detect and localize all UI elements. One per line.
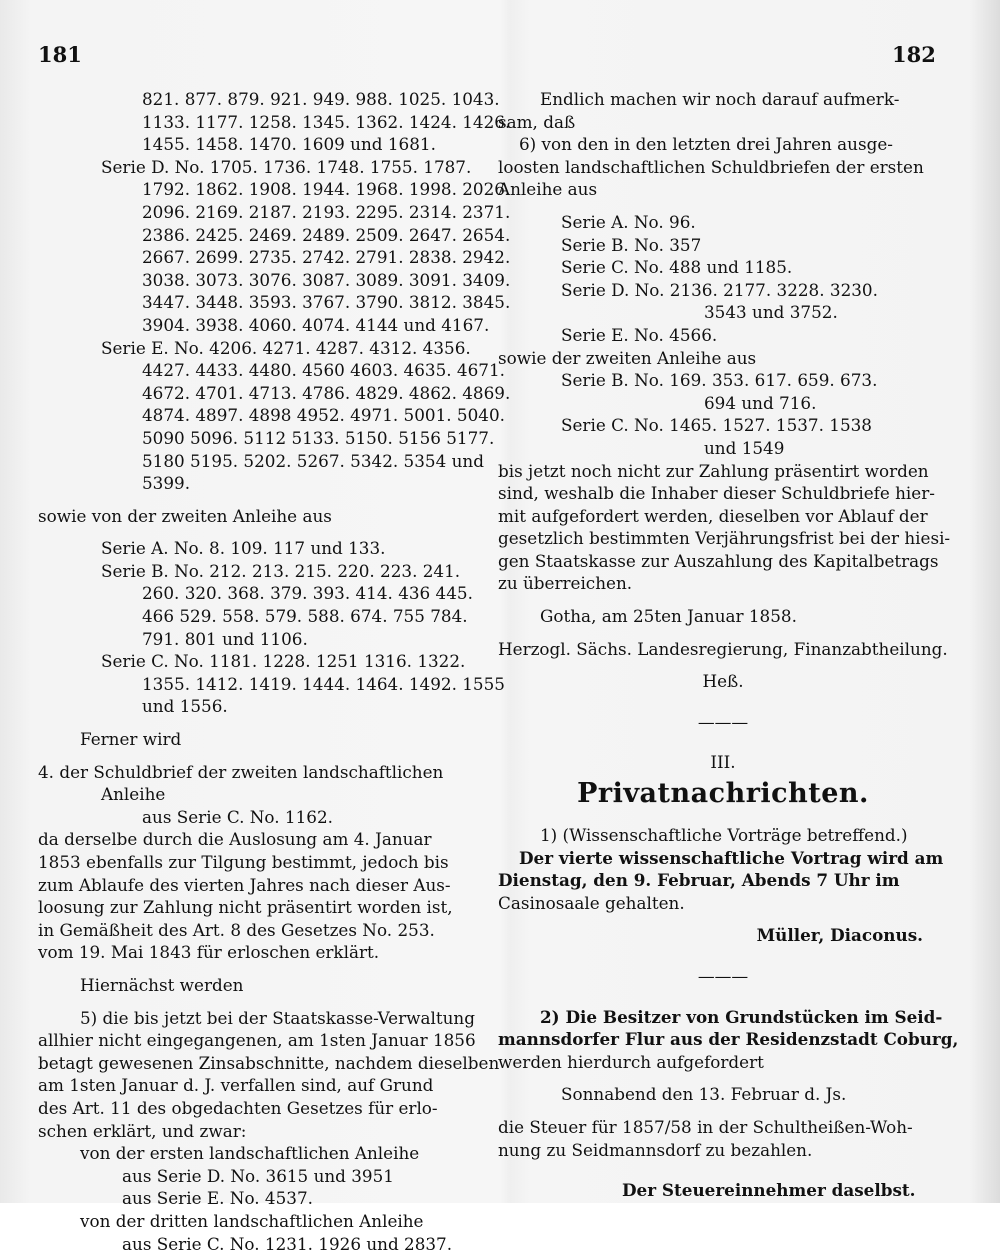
right-text-line: Serie B. No. 357 — [498, 234, 948, 257]
right-text-line: ——— — [498, 711, 948, 734]
right-text-line: mit aufgefordert werden, dieselben vor Ablauf der — [498, 505, 948, 528]
left-text-line: Hiernächst werden — [38, 974, 478, 997]
right-text-line: gesetzlich bestimmten Verjährungsfrist bei der hiesi- — [498, 527, 948, 550]
right-text-line: werden hierdurch aufgefordert — [498, 1051, 948, 1074]
left-text-line: 1133. 1177. 1258. 1345. 1362. 1424. 1426. — [38, 111, 478, 134]
left-text-line: 5090 5096. 5112 5133. 5150. 5156 5177. — [38, 427, 478, 450]
right-text-line: Herzogl. Sächs. Landesregierung, Finanzabtheilung. — [498, 638, 948, 661]
left-page-number: 181 — [38, 42, 82, 67]
left-text-line: 1455. 1458. 1470. 1609 und 1681. — [38, 133, 478, 156]
left-text-line: zum Ablaufe des vierten Jahres nach dieser Aus- — [38, 874, 478, 897]
left-text-line: loosung zur Zahlung nicht präsentirt worden ist, — [38, 896, 478, 919]
left-text-line: aus Serie C. No. 1231. 1926 und 2837. — [38, 1233, 478, 1255]
left-text-line: 4427. 4433. 4480. 4560 4603. 4635. 4671. — [38, 359, 478, 382]
left-text-line: von der ersten landschaftlichen Anleihe — [38, 1142, 478, 1165]
spacer — [498, 693, 948, 711]
right-text-line: 6) von den in den letzten drei Jahren ausge- — [498, 133, 948, 156]
left-text-line: 791. 801 und 1106. — [38, 628, 478, 651]
left-text-line: vom 19. Mai 1843 für erloschen erklärt. — [38, 941, 478, 964]
left-text-line: 3904. 3938. 4060. 4074. 4144 und 4167. — [38, 314, 478, 337]
spacer — [498, 988, 948, 1006]
left-text-line: und 1556. — [38, 695, 478, 718]
right-text-line: ——— — [498, 965, 948, 988]
right-text-line: zu überreichen. — [498, 572, 948, 595]
left-text-line: 4. der Schuldbrief der zweiten landschaftlichen — [38, 761, 478, 784]
left-text-line: 260. 320. 368. 379. 393. 414. 436 445. — [38, 582, 478, 605]
right-text-line: Serie C. No. 488 und 1185. — [498, 256, 948, 279]
spacer — [498, 595, 948, 605]
left-text-line: 3038. 3073. 3076. 3087. 3089. 3091. 3409. — [38, 269, 478, 292]
left-text-line: 466 529. 558. 579. 588. 674. 755 784. — [38, 605, 478, 628]
right-column-text — [498, 88, 948, 1202]
spacer — [498, 814, 948, 824]
left-text-line: Serie D. No. 1705. 1736. 1748. 1755. 1787. — [38, 156, 478, 179]
left-text-line: 5) die bis jetzt bei der Staatskasse-Verwaltung — [38, 1007, 478, 1030]
spacer — [498, 733, 948, 751]
left-text-line: des Art. 11 des obgedachten Gesetzes für erlo- — [38, 1097, 478, 1120]
left-text-line: Serie E. No. 4206. 4271. 4287. 4312. 4356. — [38, 337, 478, 360]
spacer — [498, 201, 948, 211]
right-text-line: Anleihe aus — [498, 178, 948, 201]
left-text-line: Ferner wird — [38, 728, 478, 751]
right-text-line: Casinosaale gehalten. — [498, 892, 948, 915]
right-text-line: Serie E. No. 4566. — [498, 324, 948, 347]
left-text-line: 3447. 3448. 3593. 3767. 3790. 3812. 3845. — [38, 291, 478, 314]
right-text-line: 694 und 716. — [498, 392, 948, 415]
right-text-line: 2) Die Besitzer von Grundstücken im Seid- — [498, 1006, 948, 1029]
right-text-line: Heß. — [498, 670, 948, 693]
spacer — [498, 660, 948, 670]
spacer — [498, 1106, 948, 1116]
left-text-line: Serie B. No. 212. 213. 215. 220. 223. 241. — [38, 560, 478, 583]
left-text-line: sowie von der zweiten Anleihe aus — [38, 505, 478, 528]
left-text-line: aus Serie C. No. 1162. — [38, 806, 478, 829]
spacer — [38, 751, 478, 761]
right-text-line: Der Steuereinnehmer daselbst. — [498, 1179, 948, 1202]
spacer — [38, 718, 478, 728]
right-text-line: Serie B. No. 169. 353. 617. 659. 673. — [498, 369, 948, 392]
right-text-line: Müller, Diaconus. — [498, 924, 948, 947]
right-text-line: die Steuer für 1857/58 in der Schultheißen-Woh- — [498, 1116, 948, 1139]
right-text-line: 3543 und 3752. — [498, 301, 948, 324]
left-text-line: in Gemäßheit des Art. 8 des Gesetzes No. 253. — [38, 919, 478, 942]
left-text-line: 1355. 1412. 1419. 1444. 1464. 1492. 1555 — [38, 673, 478, 696]
left-text-line: 2386. 2425. 2469. 2489. 2509. 2647. 2654. — [38, 224, 478, 247]
right-text-line: Serie C. No. 1465. 1527. 1537. 1538 — [498, 414, 948, 437]
left-text-line: 2667. 2699. 2735. 2742. 2791. 2838. 2942. — [38, 246, 478, 269]
right-text-line: sind, weshalb die Inhaber dieser Schuldbriefe hier- — [498, 482, 948, 505]
left-text-line: Anleihe — [38, 783, 478, 806]
spacer — [498, 1073, 948, 1083]
right-text-line: loosten landschaftlichen Schuldbriefen der ersten — [498, 156, 948, 179]
right-text-line: Endlich machen wir noch darauf aufmerk- — [498, 88, 948, 111]
spacer — [498, 914, 948, 924]
right-text-line: und 1549 — [498, 437, 948, 460]
left-text-line: 4672. 4701. 4713. 4786. 4829. 4862. 4869. — [38, 382, 478, 405]
spacer — [38, 964, 478, 974]
spacer — [498, 628, 948, 638]
left-text-line: 4874. 4897. 4898 4952. 4971. 5001. 5040. — [38, 404, 478, 427]
spacer — [38, 997, 478, 1007]
left-text-line: 5399. — [38, 472, 478, 495]
spacer — [498, 947, 948, 965]
left-text-line: da derselbe durch die Auslosung am 4. Januar — [38, 828, 478, 851]
right-text-line: Dienstag, den 9. Februar, Abends 7 Uhr im — [498, 869, 948, 892]
left-text-line: 1853 ebenfalls zur Tilgung bestimmt, jedoch bis — [38, 851, 478, 874]
right-text-line: bis jetzt noch nicht zur Zahlung präsentirt worden — [498, 460, 948, 483]
spacer — [38, 527, 478, 537]
right-text-line: III. — [498, 751, 948, 774]
right-text-line: sowie der zweiten Anleihe aus — [498, 347, 948, 370]
right-text-line: nung zu Seidmannsdorf zu bezahlen. — [498, 1139, 948, 1162]
right-page-number: 182 — [892, 42, 936, 67]
left-text-line: am 1sten Januar d. J. verfallen sind, auf Grund — [38, 1074, 478, 1097]
right-text-line: Privatnachrichten. — [498, 774, 948, 814]
left-text-line: 821. 877. 879. 921. 949. 988. 1025. 1043. — [38, 88, 478, 111]
right-text-line: Serie A. No. 96. — [498, 211, 948, 234]
left-text-line: schen erklärt, und zwar: — [38, 1120, 478, 1143]
left-text-line: 5180 5195. 5202. 5267. 5342. 5354 und — [38, 450, 478, 473]
right-text-line: mannsdorfer Flur aus der Residenzstadt Coburg, — [498, 1028, 948, 1051]
right-text-line: Der vierte wissenschaftliche Vortrag wird am — [498, 847, 948, 870]
left-text-line: Serie C. No. 1181. 1228. 1251 1316. 1322. — [38, 650, 478, 673]
spacer — [498, 1161, 948, 1179]
right-text-line: Serie D. No. 2136. 2177. 3228. 3230. — [498, 279, 948, 302]
left-text-line: allhier nicht eingegangenen, am 1sten Januar 1856 — [38, 1029, 478, 1052]
left-text-line: 2096. 2169. 2187. 2193. 2295. 2314. 2371. — [38, 201, 478, 224]
left-text-line: 1792. 1862. 1908. 1944. 1968. 1998. 2026. — [38, 178, 478, 201]
left-text-line: aus Serie E. No. 4537. — [38, 1187, 478, 1210]
spacer — [38, 495, 478, 505]
right-text-line: 1) (Wissenschaftliche Vorträge betreffend.) — [498, 824, 948, 847]
right-text-line: Gotha, am 25ten Januar 1858. — [498, 605, 948, 628]
right-text-line: gen Staatskasse zur Auszahlung des Kapitalbetrags — [498, 550, 948, 573]
left-text-line: betagt gewesenen Zinsabschnitte, nachdem dieselben — [38, 1052, 478, 1075]
left-text-line: von der dritten landschaftlichen Anleihe — [38, 1210, 478, 1233]
right-text-line: sam, daß — [498, 111, 948, 134]
left-column-text — [38, 88, 478, 1255]
left-text-line: aus Serie D. No. 3615 und 3951 — [38, 1165, 478, 1188]
right-text-line: Sonnabend den 13. Februar d. Js. — [498, 1083, 948, 1106]
left-text-line: Serie A. No. 8. 109. 117 und 133. — [38, 537, 478, 560]
